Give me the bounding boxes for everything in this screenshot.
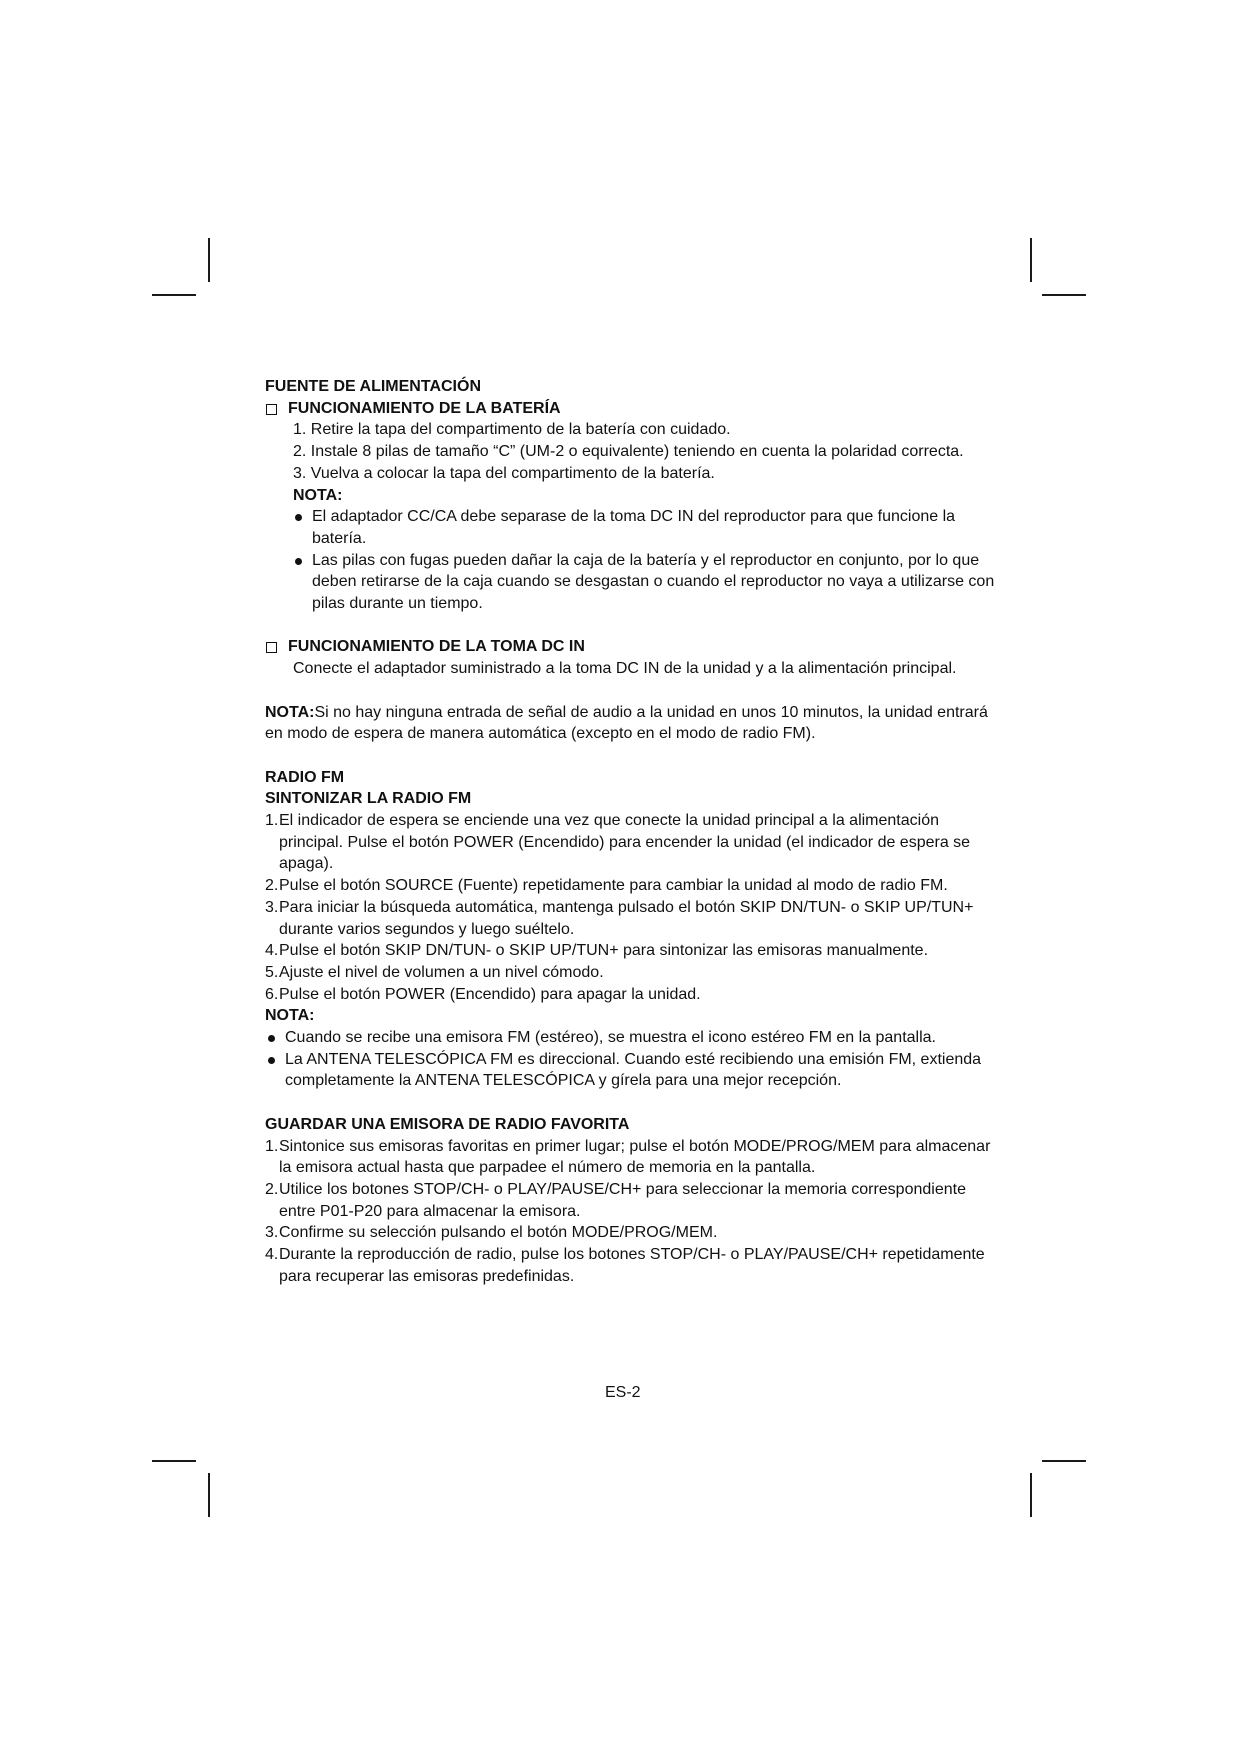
dcin-heading: FUNCIONAMIENTO DE LA TOMA DC IN (265, 636, 1005, 658)
battery-heading: FUNCIONAMIENTO DE LA BATERÍA (265, 398, 1005, 420)
tune-note-item: La ANTENA TELESCÓPICA FM es direccional. Cuando esté recibiendo una emisión FM, extienda completamente la ANTENA TELESCÓPICA y gírela para una mejor recepción. (265, 1049, 1005, 1092)
store-step: 2. Utilice los botones STOP/CH- o PLAY/PAUSE/CH+ para seleccionar la memoria correspondiente entre P01-P20 para almacenar la emisora. (265, 1180, 966, 1220)
crop-mark-top-right-horizontal (1042, 294, 1086, 296)
crop-mark-top-right-vertical (1030, 238, 1032, 282)
bullet-icon (295, 514, 302, 521)
crop-mark-bottom-right-vertical (1030, 1473, 1032, 1517)
manual-page-content (265, 376, 1005, 1287)
store-step: 3. Confirme su selección pulsando el botón MODE/PROG/MEM. (265, 1224, 718, 1242)
tune-step: 3. Para iniciar la búsqueda automática, mantenga pulsado el botón SKIP DN/TUN- o SKIP UP/TUN+ durante varios segundos y luego suéltelo. (265, 898, 974, 938)
crop-mark-bottom-right-horizontal (1042, 1460, 1086, 1462)
battery-note-label: NOTA: (293, 486, 343, 504)
tune-step: 5. Ajuste el nivel de volumen a un nivel cómodo. (265, 963, 604, 981)
radio-section-title: RADIO FM (265, 768, 345, 786)
crop-mark-bottom-left-horizontal (152, 1460, 196, 1462)
standby-note (265, 702, 1005, 745)
battery-note-item: El adaptador CC/CA debe separase de la toma DC IN del reproductor para que funcione la batería. (265, 506, 1005, 549)
checkbox-square-icon (266, 642, 277, 653)
battery-step: 1. Retire la tapa del compartimento de la batería con cuidado. (293, 421, 731, 439)
tune-note-label: NOTA: (265, 1007, 315, 1025)
bullet-icon (295, 558, 302, 565)
tune-step: 6. Pulse el botón POWER (Encendido) para apagar la unidad. (265, 985, 701, 1003)
battery-step: 2. Instale 8 pilas de tamaño “C” (UM-2 o equivalente) teniendo en cuenta la polaridad correcta. (293, 443, 964, 461)
page-number: ES-2 (605, 1384, 641, 1401)
battery-note-item: Las pilas con fugas pueden dañar la caja de la batería y el reproductor en conjunto, por lo que deben retirarse de la caja cuando se desgastan o cuando el reproductor no vaya a utilizarse con pilas durante un tiempo. (265, 550, 1005, 615)
power-section-title: FUENTE DE ALIMENTACIÓN (265, 378, 481, 395)
tune-step: 4. Pulse el botón SKIP DN/TUN- o SKIP UP/TUN+ para sintonizar las emisoras manualmente. (265, 942, 929, 960)
crop-mark-bottom-left-vertical (208, 1473, 210, 1517)
tune-heading: SINTONIZAR LA RADIO FM (265, 790, 472, 808)
dcin-text: Conecte el adaptador suministrado a la toma DC IN de la unidad y a la alimentación principal. (293, 660, 957, 678)
store-step: 4. Durante la reproducción de radio, pulse los botones STOP/CH- o PLAY/PAUSE/CH+ repetidamente para recuperar las emisoras predefinidas. (265, 1246, 985, 1285)
standby-note-text: Si no hay ninguna entrada de señal de audio a la unidad en unos 10 minutos, la unidad entrará en modo de espera de manera automática (excepto en el modo de radio FM). (265, 703, 988, 743)
bullet-icon (268, 1057, 275, 1064)
bullet-icon (268, 1035, 275, 1042)
standby-note-label: NOTA: (265, 703, 315, 721)
tune-note-item: Cuando se recibe una emisora FM (estéreo), se muestra el icono estéreo FM en la pantalla. (265, 1027, 1005, 1049)
tune-step: 2. Pulse el botón SOURCE (Fuente) repetidamente para cambiar la unidad al modo de radio FM. (265, 877, 948, 895)
crop-mark-top-left-horizontal (152, 294, 196, 296)
checkbox-square-icon (266, 404, 277, 415)
store-step: 1. Sintonice sus emisoras favoritas en primer lugar; pulse el botón MODE/PROG/MEM para almacenar la emisora actual hasta que parpadee el número de memoria en la pantalla. (265, 1137, 991, 1177)
crop-mark-top-left-vertical (208, 238, 210, 282)
store-heading: GUARDAR UNA EMISORA DE RADIO FAVORITA (265, 1115, 630, 1133)
tune-step: 1. El indicador de espera se enciende una vez que conecte la unidad principal a la alimentación principal. Pulse el botón POWER (Encendido) para encender la unidad (el indicador de espera se apaga). (265, 812, 971, 873)
battery-step: 3. Vuelva a colocar la tapa del compartimento de la batería. (293, 464, 715, 482)
